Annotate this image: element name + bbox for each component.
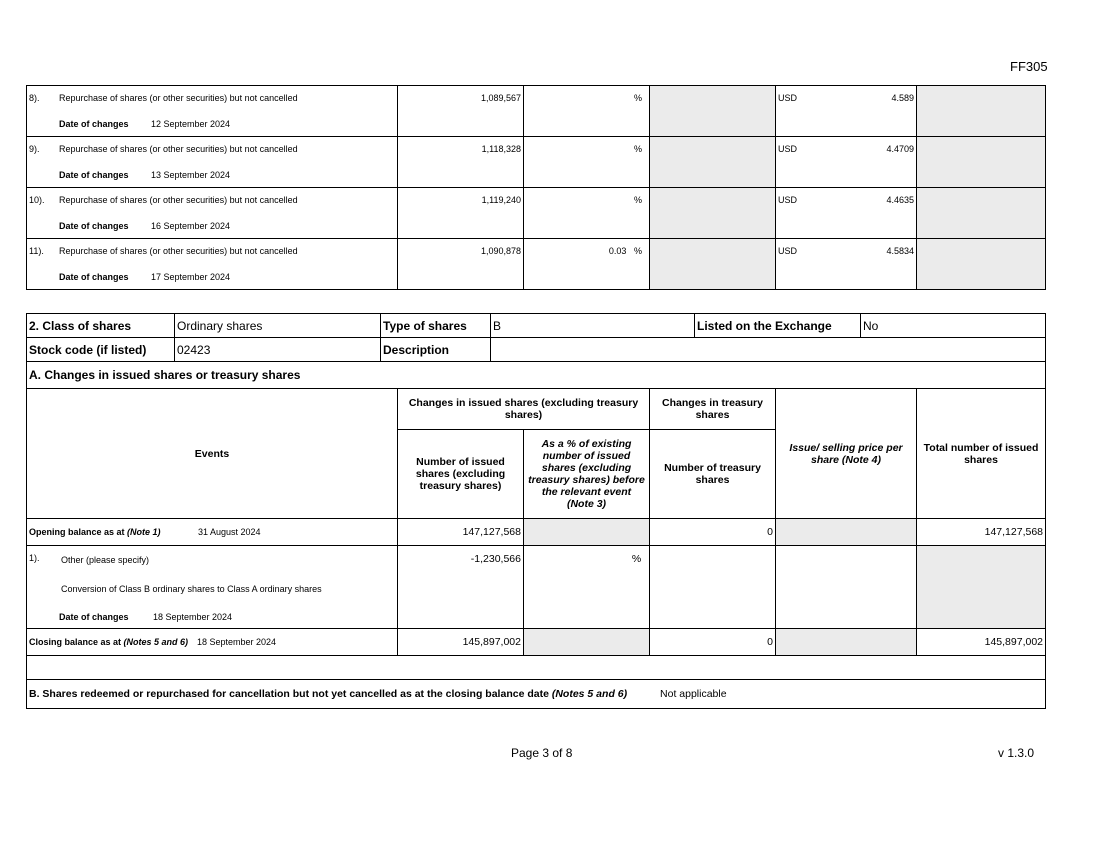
event-date: 13 September 2024 [151,170,231,180]
section-b-value: Not applicable [660,688,727,700]
pct-change-cell [524,239,650,290]
percent-sign: % [633,246,642,256]
version-label: v 1.3.0 [998,746,1035,760]
event-description: Repurchase of shares (or other securities) but not cancelled [59,195,298,205]
total-cell [917,137,1046,188]
blank-spacer-row [27,656,1046,680]
opening-pct-cell [524,519,650,546]
event-description: Repurchase of shares (or other securities) but not cancelled [59,246,298,256]
date-of-changes-label: Date of changes [59,612,129,622]
class-of-shares-value: Ordinary shares [175,314,381,338]
pct-change-cell [524,86,650,137]
type-of-shares-label: Type of shares [381,314,491,338]
pct-change-cell [524,137,650,188]
description-label: Description [381,338,491,362]
price-value: 4.4709 [886,144,914,154]
event-cell [27,239,398,290]
issued-shares-change: 1,118,328 [398,137,524,188]
opening-issued: 147,127,568 [398,519,524,546]
changes-in-shares-table [26,388,1046,709]
event-description: Repurchase of shares (or other securities) but not cancelled [59,144,298,154]
class-of-shares-label: 2. Class of shares [27,314,175,338]
opening-balance-date: 31 August 2024 [198,527,261,537]
date-of-changes-label: Date of changes [59,221,129,231]
price-value: 4.5834 [886,246,914,256]
event-index: 9). [29,144,40,154]
opening-balance-row [27,519,1046,546]
closing-balance-date: 18 September 2024 [197,637,277,647]
page-number: Page 3 of 8 [511,746,573,760]
pct-existing-header: As a % of existing number of issued shares (excluding treasury shares) before the relevant event (Note 3) [524,430,650,519]
type-of-shares-value: B [491,314,695,338]
price-cell [776,86,917,137]
table-row [27,86,1046,137]
treasury-change-cell [650,137,776,188]
event-type: Other (please specify) [61,555,150,565]
price-value: 4.4635 [886,195,914,205]
currency: USD [778,195,798,205]
section-a-title: A. Changes in issued shares or treasury shares [27,362,1046,389]
opening-total: 147,127,568 [917,519,1046,546]
date-of-changes-label: Date of changes [59,119,129,129]
date-of-changes-label: Date of changes [59,272,129,282]
num-treasury-header: Number of treasury shares [650,430,776,519]
event-price-cell [776,546,917,629]
description-value [491,338,1046,362]
form-code: FF305 [1010,59,1048,74]
treasury-shares-group-header: Changes in treasury shares [650,389,776,430]
closing-balance-row [27,629,1046,656]
price-cell [776,188,917,239]
issued-shares-group-header: Changes in issued shares (excluding treasury shares) [398,389,650,430]
table-row [27,239,1046,290]
opening-treasury: 0 [650,519,776,546]
treasury-change-cell [650,188,776,239]
pct-value: 0.03 [608,246,627,256]
total-issued-header: Total number of issued shares [917,389,1046,519]
price-cell [776,239,917,290]
percent-sign: % [633,144,642,154]
closing-total: 145,897,002 [917,629,1046,656]
total-cell [917,188,1046,239]
treasury-change-cell [650,239,776,290]
event-index: 10). [29,195,45,205]
pct-change-cell [524,188,650,239]
closing-price-cell [776,629,917,656]
total-cell [917,239,1046,290]
section-b-title: B. Shares redeemed or repurchased for cancellation but not yet cancelled as at the closing balance date [29,688,549,700]
class-of-shares-table [26,313,1046,389]
event-index: 8). [29,93,40,103]
percent-sign: % [631,553,642,565]
closing-pct-cell [524,629,650,656]
repurchase-events-table [26,85,1046,290]
event-description: Repurchase of shares (or other securities) but not cancelled [59,93,298,103]
num-issued-header: Number of issued shares (excluding treasury shares) [398,430,524,519]
total-cell [917,86,1046,137]
listed-on-exchange-label: Listed on the Exchange [695,314,861,338]
section-b-note: (Notes 5 and 6) [551,688,628,700]
price-header: Issue/ selling price per share (Note 4) [776,389,917,519]
issued-shares-change: 1,090,878 [398,239,524,290]
event-date: 16 September 2024 [151,221,231,231]
event-pct-cell [524,546,650,629]
events-header: Events [27,389,398,519]
currency: USD [778,246,798,256]
closing-treasury: 0 [650,629,776,656]
closing-issued: 145,897,002 [398,629,524,656]
stock-code-label: Stock code (if listed) [27,338,175,362]
percent-sign: % [633,93,642,103]
event-date: 17 September 2024 [151,272,231,282]
issued-shares-change: 1,119,240 [398,188,524,239]
opening-note: (Note 1) [127,527,161,537]
event-cell [27,188,398,239]
opening-balance-label [29,527,161,537]
closing-note: (Notes 5 and 6) [123,637,189,647]
event-index: 11). [29,246,44,256]
currency: USD [778,93,798,103]
table-row [27,137,1046,188]
price-value: 4.589 [891,93,914,103]
table-row [27,188,1046,239]
event-cell [27,86,398,137]
closing-balance-text: Closing balance as at [29,637,122,647]
event-cell [27,137,398,188]
treasury-change-cell [650,86,776,137]
event-index: 1). [29,553,40,563]
event-description: Conversion of Class B ordinary shares to Class A ordinary shares [61,584,322,594]
issued-shares-change: 1,089,567 [398,86,524,137]
event-issued: -1,230,566 [398,546,524,629]
percent-sign: % [633,195,642,205]
event-row [27,546,1046,629]
opening-balance-text: Opening balance as at [29,527,125,537]
event-total-cell [917,546,1046,629]
date-of-changes-label: Date of changes [59,170,129,180]
listed-on-exchange-value: No [861,314,1046,338]
stock-code-value: 02423 [175,338,381,362]
closing-balance-label [29,637,188,647]
section-b-cell [27,680,1046,709]
closing-balance-cell [27,629,398,656]
event-treasury-cell [650,546,776,629]
opening-price-cell [776,519,917,546]
currency: USD [778,144,798,154]
event-date: 12 September 2024 [151,119,231,129]
price-cell [776,137,917,188]
opening-balance-cell [27,519,398,546]
event-date: 18 September 2024 [153,612,233,622]
event-cell [27,546,398,629]
